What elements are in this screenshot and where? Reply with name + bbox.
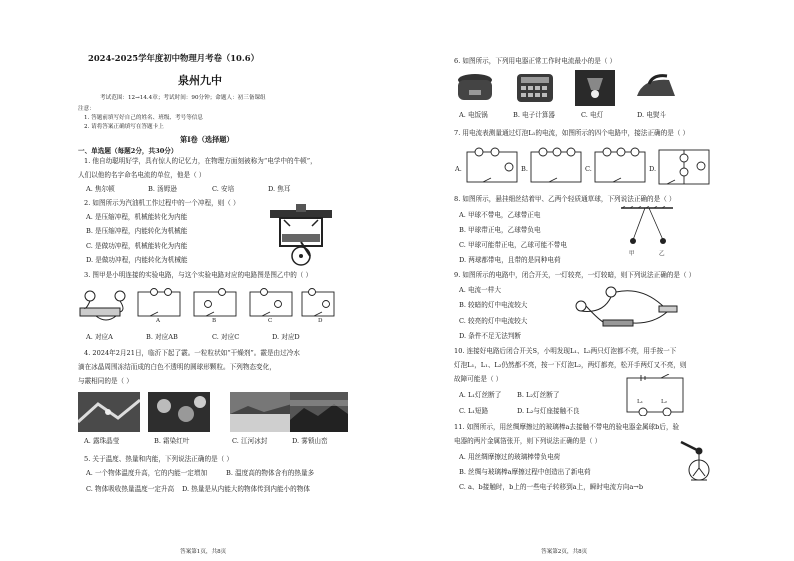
q3-option-a: A. 对应A xyxy=(86,333,113,341)
q6-calculator-image xyxy=(515,72,555,104)
exam-info: 考试范围：12→14.4章；考试时间：90分钟；命题人：初三备课组 xyxy=(100,95,266,101)
q9-circuit-figure xyxy=(573,284,683,330)
q11-electroscope-figure xyxy=(679,438,719,484)
engine-cylinder-figure xyxy=(266,204,336,266)
q10-line1: 10. 连接好电路后闭合开关S，小明发现L₁、L₂两只灯泡都不亮，用手按一下 xyxy=(454,347,677,355)
q10-lamp-l2-label: L₂ xyxy=(661,399,667,405)
exam-title: 2024-2025学年度初中物理月考卷（10.6） xyxy=(88,53,259,63)
q6-option-d: D. 电熨斗 xyxy=(637,111,667,119)
q3-label-d: D xyxy=(318,318,323,324)
q6-iron-image xyxy=(633,70,677,106)
notice-2: 2. 请将答案正确填写在答题卡上 xyxy=(84,124,164,130)
q6-option-a: A. 电饭锅 xyxy=(459,111,488,119)
q5-stem: 5. 关于温度、热量和内能，下列说法正确的是（ ） xyxy=(84,455,233,463)
q6-rice-cooker-image xyxy=(455,70,495,106)
q3-stem: 3. 图甲是小明连接的实验电路，与这个实验电路对应的电路图是图乙中的（ ） xyxy=(84,271,313,279)
q6-option-b: B. 电子计算器 xyxy=(513,111,556,119)
q9-option-b: B. 较暗的灯中电流较大 xyxy=(459,301,528,309)
q11-option-b: B. 丝绸与玻璃棒a摩擦过程中创造出了新电荷 xyxy=(459,468,591,476)
q9-option-d: D. 条件不足无法判断 xyxy=(459,332,521,340)
q6-lamp-image xyxy=(575,70,615,106)
q10-option-c: C. L₁短路 xyxy=(459,407,489,415)
q4-photo-fog xyxy=(290,392,348,432)
q9-stem: 9. 如图所示的电路中，闭合开关，一灯较亮，一灯较暗，则下列说法正确的是（ ） xyxy=(454,271,696,279)
q4-photo-frost xyxy=(148,392,210,432)
q2-option-b: B. 是压缩冲程，内能转化为机械能 xyxy=(86,227,188,235)
notice-1: 1. 答题前填写好自己的姓名、班级、考号等信息 xyxy=(84,115,203,121)
q7-label-a: A. xyxy=(455,165,462,173)
q1-option-c: C. 安培 xyxy=(212,185,235,193)
q2-option-a: A. 是压缩冲程，机械能转化为内能 xyxy=(86,213,188,221)
q10-option-d: D. L₂与灯座接触不良 xyxy=(517,407,580,415)
q4-option-d: D. 雾锁山峦 xyxy=(292,437,328,445)
q8-hanging-balls-figure xyxy=(617,206,677,248)
q3-option-b: B. 对应AB xyxy=(146,333,178,341)
q3-label-a: A xyxy=(156,318,161,324)
school-name: 泉州九中 xyxy=(178,74,222,87)
q5-option-b: B. 温度高的物体含有的热量多 xyxy=(226,469,315,477)
q1-option-a: A. 焦尔顿 xyxy=(86,185,115,193)
q3-circuit-figures xyxy=(76,286,338,326)
q3-option-c: C. 对应C xyxy=(212,333,240,341)
q11-line1: 11. 如图所示，用丝绸摩擦过的玻璃棒a去接触不带电的验电器金属球b后，验 xyxy=(454,423,680,431)
left-footer: 答案第1页，共8页 xyxy=(180,549,227,555)
q7-label-b: B. xyxy=(521,165,528,173)
q10-line2: 灯泡L₁，L₁、L₂仍然都不亮，按一下灯泡L₂，两灯都亮，松开手两灯又不亮，则 xyxy=(454,361,687,369)
q10-option-b: B. L₂灯丝断了 xyxy=(517,391,560,399)
q11-line2: 电器的两片金属箔张开，则下列说法正确的是（ ） xyxy=(454,437,602,445)
q11-option-c: C. a、b接触时，b上的一些电子转移到a上，瞬时电流方向a→b xyxy=(459,483,644,491)
q9-option-c: C. 较亮的灯中电流较大 xyxy=(459,317,528,325)
q10-lamp-l1-label: L₁ xyxy=(637,399,643,405)
q7-label-d: D. xyxy=(649,165,657,173)
q7-circuits xyxy=(465,144,725,188)
section-title: 第Ⅰ卷（选择题） xyxy=(180,135,234,144)
q6-option-c: C. 电灯 xyxy=(581,111,604,119)
q4-photo-dew xyxy=(78,392,140,432)
q11-option-a: A. 用丝绸摩擦过的玻璃棒带负电荷 xyxy=(459,453,561,461)
q10-line3: 故障可能是（ ） xyxy=(454,375,503,383)
q4-option-c: C. 江河冰封 xyxy=(232,437,268,445)
q1-option-d: D. 焦耳 xyxy=(268,185,291,193)
q4-line3: 与霰相同的是（ ） xyxy=(78,377,133,385)
q4-option-b: B. 霜染红叶 xyxy=(154,437,190,445)
q3-label-c: C xyxy=(268,318,273,324)
part-title: 一、单选题（每题2分，共30分） xyxy=(78,147,178,155)
q9-option-a: A. 电流一样大 xyxy=(459,286,501,294)
right-page xyxy=(397,0,794,561)
q1-line1: 1. 他自幼聪明好学，具有惊人的记忆力，在物理方面刻被称为“电学中的牛顿”， xyxy=(84,157,317,165)
q4-line1: 4. 2024年2月21日，临沂下起了霰。一粒粒状如“干燥剂”。霰是由过冷水 xyxy=(84,349,300,357)
q1-line2: 人们以他的名字命名电流的单位，他是（ ） xyxy=(78,171,206,179)
q8-option-b: B. 甲球带正电，乙球带负电 xyxy=(459,226,541,234)
q1-option-b: B. 汤姆逊 xyxy=(148,185,177,193)
q5-option-c: C. 物体吸收热量温度一定升高 xyxy=(86,485,175,493)
q8-stem: 8. 如图所示，悬挂细丝结着甲、乙两个轻质通草球，下列说法正确的是（ ） xyxy=(454,195,676,203)
q4-line2: 滴在冰晶周围冻结而成的白色不透明的圆球形颗粒。下列物态变化， xyxy=(78,363,276,371)
q2-stem: 2. 如图所示为汽油机工作过程中的一个冲程，则（ ） xyxy=(84,199,240,207)
q2-option-d: D. 是做功冲程，内能转化为机械能 xyxy=(86,256,188,264)
q10-circuit-figure xyxy=(623,374,687,416)
right-footer: 答案第2页，共8页 xyxy=(541,549,588,555)
q7-label-c: C. xyxy=(585,165,592,173)
q10-option-a: A. L₁灯丝断了 xyxy=(459,391,502,399)
q4-option-a: A. 露珠晶莹 xyxy=(84,437,120,445)
q3-label-b: B xyxy=(212,318,217,324)
q4-photo-river-ice xyxy=(230,392,292,432)
q7-stem: 7. 用电流表测量通过灯泡L₁的电流，如图所示的四个电路中，接法正确的是（ ） xyxy=(454,129,690,137)
q5-option-d: D. 热量是从内能大的物体传到内能小的物体 xyxy=(182,485,310,493)
q6-stem: 6. 如图所示，下列用电器正常工作时电流最小的是（ ） xyxy=(454,57,617,65)
q8-option-d: D. 两球都带电，且带的是同种电荷 xyxy=(459,256,561,264)
q2-option-c: C. 是做功冲程，机械能转化为内能 xyxy=(86,242,188,250)
notice-label: 注意： xyxy=(78,106,95,112)
q5-option-a: A. 一个物体温度升高，它的内能一定增加 xyxy=(86,469,208,477)
q8-option-a: A. 甲球不带电，乙球带正电 xyxy=(459,211,541,219)
q3-option-d: D. 对应D xyxy=(272,333,300,341)
q8-ball-jia-label: 甲 xyxy=(629,251,635,257)
q8-option-c: C. 甲球可能带正电，乙球可能不带电 xyxy=(459,241,567,249)
q8-ball-yi-label: 乙 xyxy=(659,251,665,257)
